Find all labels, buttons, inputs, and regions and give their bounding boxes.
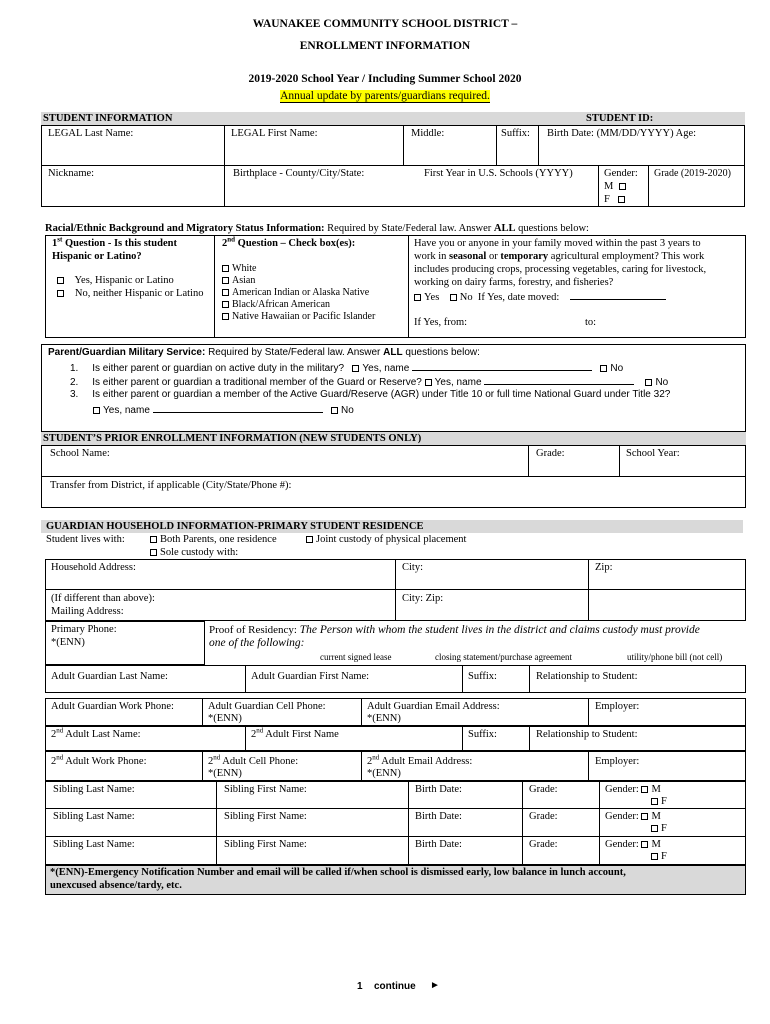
q2-american-indian-checkbox[interactable] (222, 289, 229, 296)
student-id-label: STUDENT ID: (586, 113, 654, 124)
military-q3-no-checkbox[interactable] (331, 407, 338, 414)
q1-no-option[interactable]: No, neither Hispanic or Latino (57, 288, 203, 300)
sibling1-m-checkbox[interactable] (641, 786, 648, 793)
adult2-first-name-field[interactable]: 2nd Adult First Name (251, 726, 339, 740)
sibling2-f-checkbox[interactable] (651, 825, 658, 832)
school-year: 2019-2020 School Year / Including Summer School 2020 (248, 73, 522, 85)
q2-option-white[interactable]: White (222, 263, 256, 275)
sibling2-first-name-field[interactable]: Sibling First Name: (224, 811, 307, 822)
sibling1-last-name-field[interactable]: Sibling Last Name: (53, 784, 135, 795)
q1-yes-option[interactable]: Yes, Hispanic or Latino (57, 275, 174, 287)
sibling2-last-name-field[interactable]: Sibling Last Name: (53, 811, 135, 822)
guardian-heading: GUARDIAN HOUSEHOLD INFORMATION-PRIMARY STUDENT RESIDENCE (46, 521, 424, 532)
q2-black-checkbox[interactable] (222, 301, 229, 308)
gender-f-checkbox[interactable] (618, 196, 625, 203)
suffix-field[interactable]: Suffix: (501, 128, 530, 139)
grade-field[interactable]: Grade (2019-2020) (654, 168, 731, 179)
student-info-heading: STUDENT INFORMATION (43, 113, 173, 124)
military-q2: 2. Is either parent or guardian a traditional member of the Guard or Reserve? Yes, name No (70, 377, 669, 388)
q1-yes-checkbox[interactable] (57, 277, 64, 284)
page-number: 1 (357, 981, 363, 992)
q3-line2: work in seasonal or temporary agricultural employment? This work (414, 251, 705, 262)
lives-with-joint-option[interactable]: Joint custody of physical placement (306, 534, 466, 546)
military-q2-yes-checkbox[interactable] (425, 379, 432, 386)
prior-school-name-field[interactable]: School Name: (50, 448, 110, 459)
zip-field[interactable]: Zip: (595, 562, 613, 573)
sibling1-first-name-field[interactable]: Sibling First Name: (224, 784, 307, 795)
guardian-suffix-field[interactable]: Suffix: (468, 671, 497, 682)
military-heading: Parent/Guardian Military Service: Required by State/Federal law. Answer ALL questions below: (48, 347, 480, 358)
q3-yes-checkbox[interactable] (414, 294, 421, 301)
guardian-cell-phone-field[interactable]: Adult Guardian Cell Phone: (208, 701, 326, 712)
primary-phone-field[interactable]: Primary Phone: (51, 624, 117, 635)
first-year-us-field[interactable]: First Year in U.S. Schools (YYYY) (424, 168, 573, 179)
enn-footnote-line2: unexcused absence/tardy, etc. (50, 880, 182, 891)
sibling1-f-option[interactable]: F (651, 796, 667, 808)
adult2-relationship-field[interactable]: Relationship to Student: (536, 729, 638, 740)
q3-line1: Have you or anyone in your family moved within the past 3 years to (414, 238, 701, 249)
q3-no-checkbox[interactable] (450, 294, 457, 301)
guardian-email-field[interactable]: Adult Guardian Email Address: (367, 701, 500, 712)
q3-from-field[interactable]: If Yes, from: (414, 317, 468, 328)
gender-m-checkbox[interactable] (619, 183, 626, 190)
q3-line3: includes producing crops, processing vegetables, caring for livestock, (414, 264, 707, 275)
adult2-cell-enn: *(ENN) (208, 768, 242, 779)
sibling3-f-option[interactable]: F (651, 851, 667, 863)
sibling2-gender: Gender: M (605, 811, 661, 822)
proof-of-residency: Proof of Residency: The Person with whom the student lives in the district and claims custody must provide (209, 624, 700, 636)
lives-with-both-option[interactable]: Both Parents, one residence (150, 534, 277, 546)
sibling1-f-checkbox[interactable] (651, 798, 658, 805)
q2-pacific-islander-checkbox[interactable] (222, 313, 229, 320)
continue-label: continue (374, 981, 416, 992)
q1-no-checkbox[interactable] (57, 290, 64, 297)
prior-school-year-field[interactable]: School Year: (626, 448, 680, 459)
sibling1-gender: Gender: M (605, 784, 661, 795)
adult2-name-row (45, 726, 746, 751)
military-q2-name-line[interactable] (484, 375, 634, 385)
transfer-district-field[interactable]: Transfer from District, if applicable (City/State/Phone #): (50, 480, 292, 491)
guardian-last-name-field[interactable]: Adult Guardian Last Name: (51, 671, 168, 682)
sibling3-grade-field[interactable]: Grade: (529, 839, 558, 850)
prior-grade-field[interactable]: Grade: (536, 448, 565, 459)
military-q3-answer: Yes, name No (93, 403, 354, 417)
q2-title: 2nd Question – Check box(es): (222, 235, 356, 249)
q3-to-field[interactable]: to: (585, 317, 597, 328)
sibling2-f-option[interactable]: F (651, 823, 667, 835)
adult2-suffix-field[interactable]: Suffix: (468, 729, 497, 740)
adult2-cell-phone-field[interactable]: 2nd Adult Cell Phone: (208, 753, 299, 767)
guardian-work-phone-field[interactable]: Adult Guardian Work Phone: (51, 701, 174, 712)
q2-option-black[interactable]: Black/African American (222, 299, 330, 311)
adult2-email-enn: *(ENN) (367, 768, 401, 779)
q2-white-checkbox[interactable] (222, 265, 229, 272)
q2-option-asian[interactable]: Asian (222, 275, 255, 287)
military-q3: 3. Is either parent or guardian a member of the Active Guard/Reserve (AGR) under Title 10 or full time National Guard under Title 32? (70, 389, 671, 400)
enn-footnote-line1: *(ENN)-Emergency Notification Number and email will be called if/when school is dismissed early, low balance in lunch account, (50, 867, 626, 878)
birthplace-field[interactable]: Birthplace - County/City/State: (233, 168, 365, 179)
sibling1-grade-field[interactable]: Grade: (529, 784, 558, 795)
mailing-diff-label: (If different than above): (51, 593, 155, 604)
q1-title-b: Hispanic or Latino? (52, 251, 142, 262)
proof-option-utility: utility/phone bill (not cell) (627, 652, 723, 662)
adult2-last-name-field[interactable]: 2nd Adult Last Name: (51, 726, 141, 740)
adult2-employer-field[interactable]: Employer: (595, 756, 640, 767)
q3-answer-row: Yes No If Yes, date moved: (414, 290, 666, 304)
proof-of-residency-b: one of the following: (209, 637, 305, 649)
military-q1-yes-checkbox[interactable] (352, 365, 359, 372)
guardian-first-name-field[interactable]: Adult Guardian First Name: (251, 671, 370, 682)
guardian-relationship-field[interactable]: Relationship to Student: (536, 671, 638, 682)
adult2-work-phone-field[interactable]: 2nd Adult Work Phone: (51, 753, 147, 767)
nickname-field[interactable]: Nickname: (48, 168, 95, 179)
sibling2-m-checkbox[interactable] (641, 813, 648, 820)
military-q3-yes-checkbox[interactable] (93, 407, 100, 414)
proof-option-closing: closing statement/purchase agreement (435, 652, 572, 662)
prior-heading: STUDENT’S PRIOR ENROLLMENT INFORMATION (NEW STUDENTS ONLY) (43, 433, 422, 444)
sibling2-grade-field[interactable]: Grade: (529, 811, 558, 822)
both-parents-checkbox[interactable] (150, 536, 157, 543)
adult2-email-field[interactable]: 2nd Adult Email Address: (367, 753, 473, 767)
military-q2-no-checkbox[interactable] (645, 379, 652, 386)
guardian-cell-enn: *(ENN) (208, 713, 242, 724)
form-title: ENROLLMENT INFORMATION (299, 40, 471, 52)
military-q1-no-checkbox[interactable] (600, 365, 607, 372)
military-q1: 1. Is either parent or guardian on active duty in the military? Yes, name No (70, 363, 624, 374)
q1-title: 1st Question - Is this student (52, 235, 177, 249)
gender-label: Gender: (604, 168, 638, 179)
continue-arrow-icon: ► (430, 980, 440, 991)
legal-first-name-field[interactable]: LEGAL First Name: (231, 128, 318, 139)
legal-last-name-field[interactable]: LEGAL Last Name: (48, 128, 134, 139)
district-title: WAUNAKEE COMMUNITY SCHOOL DISTRICT – (252, 18, 518, 30)
sibling3-first-name-field[interactable]: Sibling First Name: (224, 839, 307, 850)
mailing-city-zip-field[interactable]: City: Zip: (402, 593, 444, 604)
annual-update-note: Annual update by parents/guardians required. (280, 90, 490, 102)
sibling3-birth-date-field[interactable]: Birth Date: (415, 839, 462, 850)
sibling2-birth-date-field[interactable]: Birth Date: (415, 811, 462, 822)
military-q3-name-line[interactable] (153, 403, 323, 413)
sibling1-birth-date-field[interactable]: Birth Date: (415, 784, 462, 795)
primary-phone-enn: *(ENN) (51, 637, 85, 648)
racial-heading: Racial/Ethnic Background and Migratory Status Information: Required by State/Federal law. Answer ALL questions below: (45, 223, 589, 234)
q3-line4: working on dairy farms, forestry, and fisheries? (414, 277, 614, 288)
guardian-employer-field[interactable]: Employer: (595, 701, 640, 712)
sibling3-gender: Gender: M (605, 839, 661, 850)
middle-name-field[interactable]: Middle: (411, 128, 445, 139)
mailing-address-field[interactable]: Mailing Address: (51, 606, 124, 617)
date-moved-line[interactable] (570, 290, 666, 300)
q2-option-american-indian[interactable]: American Indian or Alaska Native (222, 287, 369, 299)
guardian-email-enn: *(ENN) (367, 713, 401, 724)
q2-option-pacific-islander[interactable]: Native Hawaiian or Pacific Islander (222, 311, 375, 323)
sole-custody-checkbox[interactable] (150, 549, 157, 556)
gender-f-option[interactable]: F (604, 194, 628, 206)
birth-date-age-field[interactable]: Birth Date: (MM/DD/YYYY) Age: (547, 128, 697, 139)
lives-with-label: Student lives with: (46, 534, 125, 545)
joint-custody-checkbox[interactable] (306, 536, 313, 543)
sibling3-m-checkbox[interactable] (641, 841, 648, 848)
lives-with-sole-option[interactable]: Sole custody with: (150, 547, 238, 559)
gender-m-option[interactable]: M (604, 181, 629, 193)
sibling3-last-name-field[interactable]: Sibling Last Name: (53, 839, 135, 850)
military-q1-name-line[interactable] (412, 361, 592, 371)
sibling3-f-checkbox[interactable] (651, 853, 658, 860)
household-address-field[interactable]: Household Address: (51, 562, 136, 573)
q2-asian-checkbox[interactable] (222, 277, 229, 284)
proof-option-lease: current signed lease (320, 652, 392, 662)
city-field[interactable]: City: (402, 562, 424, 573)
